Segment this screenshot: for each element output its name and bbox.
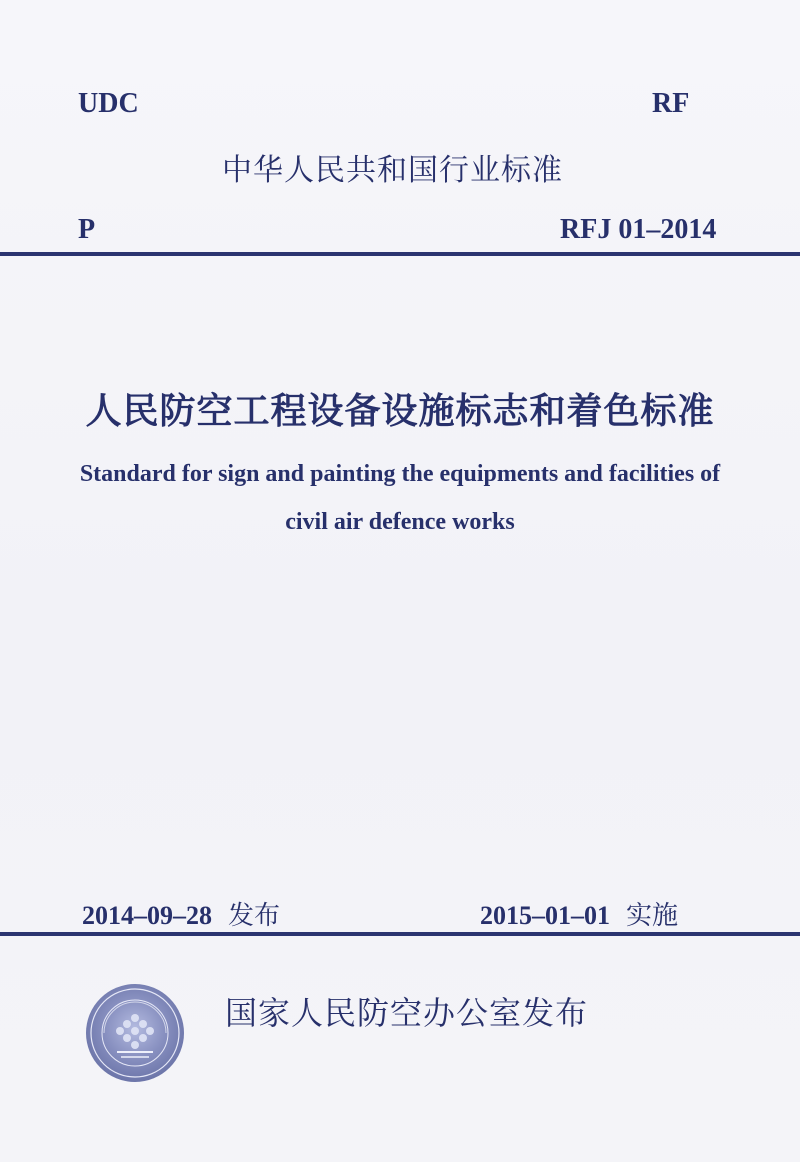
bottom-divider [0,932,800,936]
publisher-seal-icon [84,982,186,1084]
issue-date-block [82,895,280,932]
chinese-title: 人民防空工程设备设施标志和着色标准 [85,391,715,432]
issue-word: 发布 [228,901,281,931]
top-divider [0,252,800,256]
industry-standard-heading: 中华人民共和国行业标准 [222,153,563,188]
publisher-name: 国家人民防空办公室发布 [225,994,589,1032]
implementation-date: 2015–01–01 [480,901,610,930]
p-label: P [78,214,96,245]
english-title-line-1: Standard for sign and painting the equipments and facilities of [79,461,721,487]
english-title-line-2: civil air defence works [285,509,515,535]
implementation-date-block [480,895,678,932]
udc-label: UDC [78,88,139,119]
rf-label: RF [652,88,690,119]
standard-number: RFJ 01–2014 [560,214,717,245]
issue-date: 2014–09–28 [82,901,212,930]
implementation-word: 实施 [626,901,679,931]
english-title [30,450,770,546]
